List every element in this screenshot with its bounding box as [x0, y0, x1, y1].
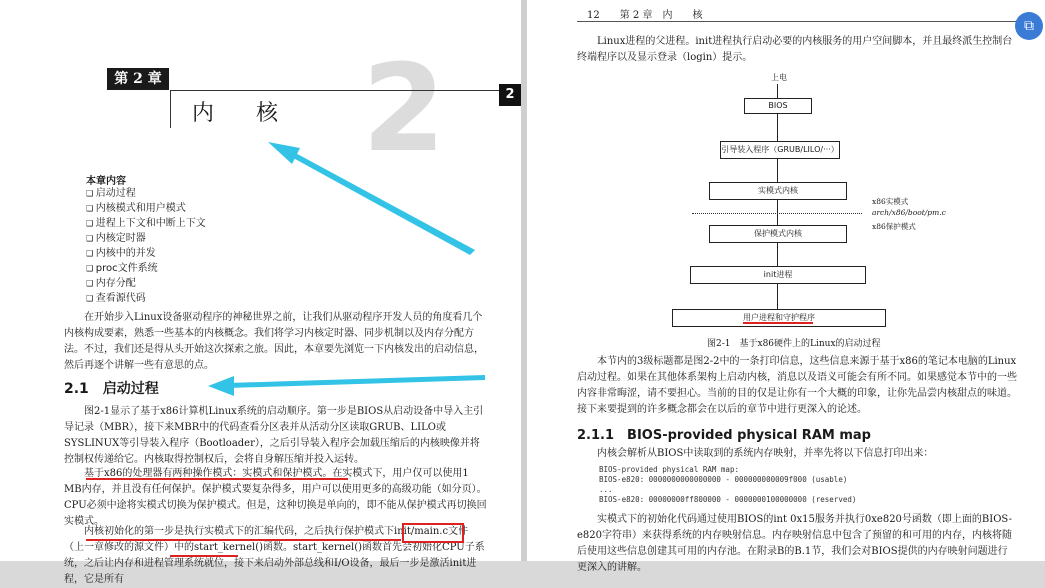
figure-box-user: 用户进程和守护程序	[672, 309, 886, 327]
figure-box-init: init进程	[690, 266, 866, 284]
paragraph: 实模式下的初始化代码通过使用BIOS的int 0x15服务并执行0xe820号函数（即上面的BIOS-e820字符串）来获得系统的内存映射信息。内存映射信息中包含了预留的和可用的内存，内核将随后使用这些信息创建其可用的内存池。在附录B的B.1节，我们会对BIOS提供的内存映射问题进行更深入的讲解。	[577, 514, 1013, 573]
arrow-shaft-title	[286, 150, 475, 255]
paragraph: 内核会解析从BIOS中读取到的系统内存映射，并率先将以下信息打印出来：	[597, 448, 934, 459]
paragraph: Linux进程的父进程。init进程执行启动必要的内核服务的用户空间脚本，并且最终派生控制台终端程序以及显示登录（login）提示。	[577, 36, 1013, 63]
chapter-title: 内核	[192, 101, 321, 126]
screenshot-tool-icon[interactable]: ⧉	[1015, 12, 1043, 40]
chapter-number-graphic: 2	[362, 40, 446, 179]
intro-paragraph: 在开始步入Linux设备驱动程序的神秘世界之前，让我们从驱动程序开发人员的角度看几个内核构成要素，熟悉一些基本的内核概念。我们将学习内核定时器、同步机制以及内存分配方法。不过，我们还是得从头开始这次探索之旅。因此，本章要先浏览一下内核发出的启动信息，然后再逐个讲解一些有意思的点。	[64, 312, 484, 371]
toc-item: ❑ 查看源代码	[86, 291, 206, 306]
toc-item: ❑ 内存分配	[86, 276, 206, 291]
figure-box-protected-mode: 保护模式内核	[709, 225, 847, 243]
paragraph: 图2-1显示了基于x86计算机Linux系统的启动顺序。第一步是BIOS从启动设备中导入主引导记录（MBR），接下来MBR中的代码查看分区表并从活动分区读取GRUB、LILO或SYSLINUX等引导装入程序（Bootloader），之后引导装入程序会加载压缩后的内核映像并将控制权传递给它。内核取得控制权后，会将自身解压缩并投入运转。	[64, 406, 484, 465]
figure-label-real: x86实模式	[872, 197, 909, 206]
toc-item: ❑ 内核模式和用户模式	[86, 201, 206, 216]
running-head: 12 第 2 章 内 核	[587, 10, 703, 21]
arrow-shaft-section	[228, 375, 485, 388]
chapter-side-tab: 2	[499, 84, 521, 106]
section-number: 2.1	[64, 381, 89, 397]
toc-item: ❑ proc文件系统	[86, 261, 206, 276]
subsection-number: 2.1.1	[577, 428, 615, 443]
toc-item: ❑ 启动过程	[86, 186, 206, 201]
subsection-title: BIOS-provided physical RAM map	[627, 428, 871, 443]
figure-label-protected: x86保护模式	[872, 222, 916, 231]
arrow-head-section	[208, 376, 234, 396]
code-block: BIOS-provided physical RAM map: BIOS-e820: 0000000000000000 - 000000000009f000 (usable) ... BIOS-e820: 00000000ff800000 - 0000000100000000 (reserved)	[599, 465, 857, 504]
paragraph: 基于x86的处理器有两种操作模式：实模式和保护模式。在实模式下，用户仅可以使用1 MB内存，并且没有任何保护。保护模式要复杂得多，用户可以使用更多的高级功能（如分页）。CPU必须中途将实模式切换为保护模式。但是，这种切换是单向的，即不能从保护模式再切换回实模式。	[64, 468, 487, 527]
figure-box-bios: BIOS	[744, 98, 812, 114]
figure-caption: 图2-1 基于x86硬件上的Linux的启动过程	[707, 339, 881, 349]
arrow-head-title	[268, 142, 300, 164]
figure-label-path: arch/x86/boot/pm.c	[872, 208, 946, 217]
figure-power-on: 上电	[771, 73, 787, 82]
toc-item: ❑ 内核定时器	[86, 231, 206, 246]
chapter-label: 第 2 章	[107, 68, 169, 90]
figure-box-real-mode: 实模式内核	[709, 182, 847, 200]
figure-box-bootloader: 引导装入程序（GRUB/LILO/···）	[720, 141, 840, 159]
toc-heading: 本章内容	[86, 176, 126, 187]
section-title: 启动过程	[102, 381, 159, 397]
paragraph: 内核初始化的第一步是执行实模式下的汇编代码，之后执行保护模式下init/main.c文件（上一章修改的源文件）中的start_kernel()函数。start_kernel()函数首先会初始化CPU子系统，之后让内存和进程管理系统就位，接下来启动外部总线和I/O设备，最后一步是激活init进程，它是所有	[64, 526, 485, 585]
toc-item: ❑ 进程上下文和中断上下文	[86, 216, 206, 231]
paragraph: 本节内的3级标题都是图2-2中的一条打印信息，这些信息来源于基于x86的笔记本电脑的Linux启动过程。如果在其他体系架构上启动内核，消息以及语义可能会有所不同。如果感觉本节中的一些内容非常晦涩，请不要担心。当前的目的仅是让你有一个大概的印象，让你先品尝内核甜点的味道。接下来要提到的许多概念都会在以后的章节中进行更深入的论述。	[577, 356, 1017, 415]
toc-item: ❑ 内核中的并发	[86, 246, 206, 261]
